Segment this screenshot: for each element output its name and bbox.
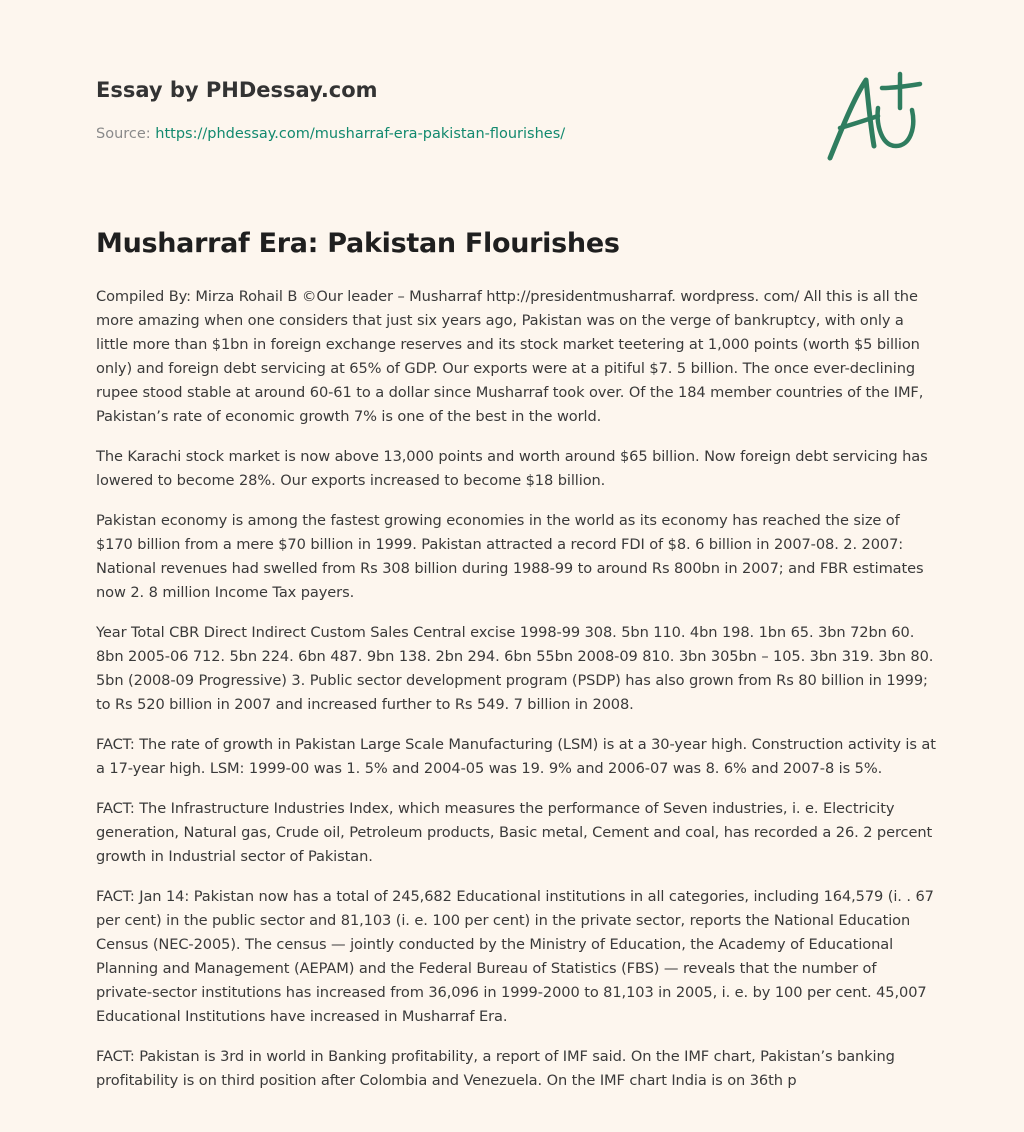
paragraph: FACT: Jan 14: Pakistan now has a total of 245,682 Educational institutions in all categories, including 164,579 (i. . 67 per cent) in the public sector and 81,103 (i. e. 100 per cent) in the private sector, reports the National Education Census (NEC-2005). The census — jointly conducted by the Ministry of Education, the Academy of Educational Planning and Management (AEPAM) and the Federal Bureau of Statistics (FBS) — reveals that the number of private-sector institutions has increased from 36,096 in 1999-2000 to 81,103 in 2005, i. e. by 100 per cent. 45,007 Educational Institutions have increased in Musharraf Era.: [96, 888, 934, 1025]
source-label: Source:: [96, 126, 151, 142]
paragraph: The Karachi stock market is now above 13,000 points and worth around $65 billion. Now foreign debt servicing has lowered to become 28%. Our exports increased to become $18 billion.: [96, 448, 928, 489]
paragraph: Pakistan economy is among the fastest growing economies in the world as its economy has reached the size of $170 billion from a mere $70 billion in 1999. Pakistan attracted a record FDI of $8. 6 billion in 2007-08. 2. 2007: National revenues had swelled from Rs 308 billion during 1988-99 to around Rs 800bn in 2007; and FBR estimates now 2. 8 million Income Tax payers.: [96, 512, 924, 601]
paragraph: Year Total CBR Direct Indirect Custom Sales Central excise 1998-99 308. 5bn 110. 4bn 198. 1bn 65. 3bn 72bn 60. 8bn 2005-06 712. 5bn 224. 6bn 487. 9bn 138. 2bn 294. 6bn 55bn 2008-09 810. 3bn 305bn – 105. 3bn 319. 3bn 80. 5bn (2008-09 Progressive) 3. Public sector development program (PSDP) has also grown from Rs 80 billion in 1999; to Rs 520 billion in 2007 and increased further to Rs 549. 7 billion in 2008.: [96, 624, 934, 713]
page-header: [96, 76, 796, 144]
paragraph: FACT: The rate of growth in Pakistan Large Scale Manufacturing (LSM) is at a 30-year high. Construction activity is at a 17-year high. LSM: 1999-00 was 1. 5% and 2004-05 was 19. 9% and 2006-07 was 8. 6% and 2007-8 is 5%.: [96, 736, 936, 777]
paragraph: FACT: Pakistan is 3rd in world in Banking profitability, a report of IMF said. On the IMF chart, Pakistan’s banking profitability is on third position after Colombia and Venezuela. On the IMF chart India is on 36th p: [96, 1048, 895, 1089]
article-body: [96, 285, 936, 1109]
source-line: [96, 124, 796, 144]
source-link[interactable]: https://phdessay.com/musharraf-era-pakistan-flourishes/: [155, 126, 566, 142]
site-title: Essay by PHDessay.com: [96, 78, 378, 102]
paragraph: Compiled By: Mirza Rohail B ©Our leader – Musharraf http://presidentmusharraf. wordpress. com/ All this is all the more amazing when one considers that just six years ago, Pakistan was on the verge of bankruptcy, with only a little more than $1bn in foreign exchange reserves and its stock market teetering at 1,000 points (worth $5 billion only) and foreign debt servicing at 65% of GDP. Our exports were at a pitiful $7. 5 billion. The once ever-declining rupee stood stable at around 60-61 to a dollar since Musharraf took over. Of the 184 member countries of the IMF, Pakistan’s rate of economic growth 7% is one of the best in the world.: [96, 288, 924, 425]
a-plus-grade-icon: [820, 68, 930, 168]
article-title: Musharraf Era: Pakistan Flourishes: [96, 228, 620, 259]
paragraph: FACT: The Infrastructure Industries Index, which measures the performance of Seven industries, i. e. Electricity generation, Natural gas, Crude oil, Petroleum products, Basic metal, Cement and coal, has recorded a 26. 2 percent growth in Industrial sector of Pakistan.: [96, 800, 933, 865]
